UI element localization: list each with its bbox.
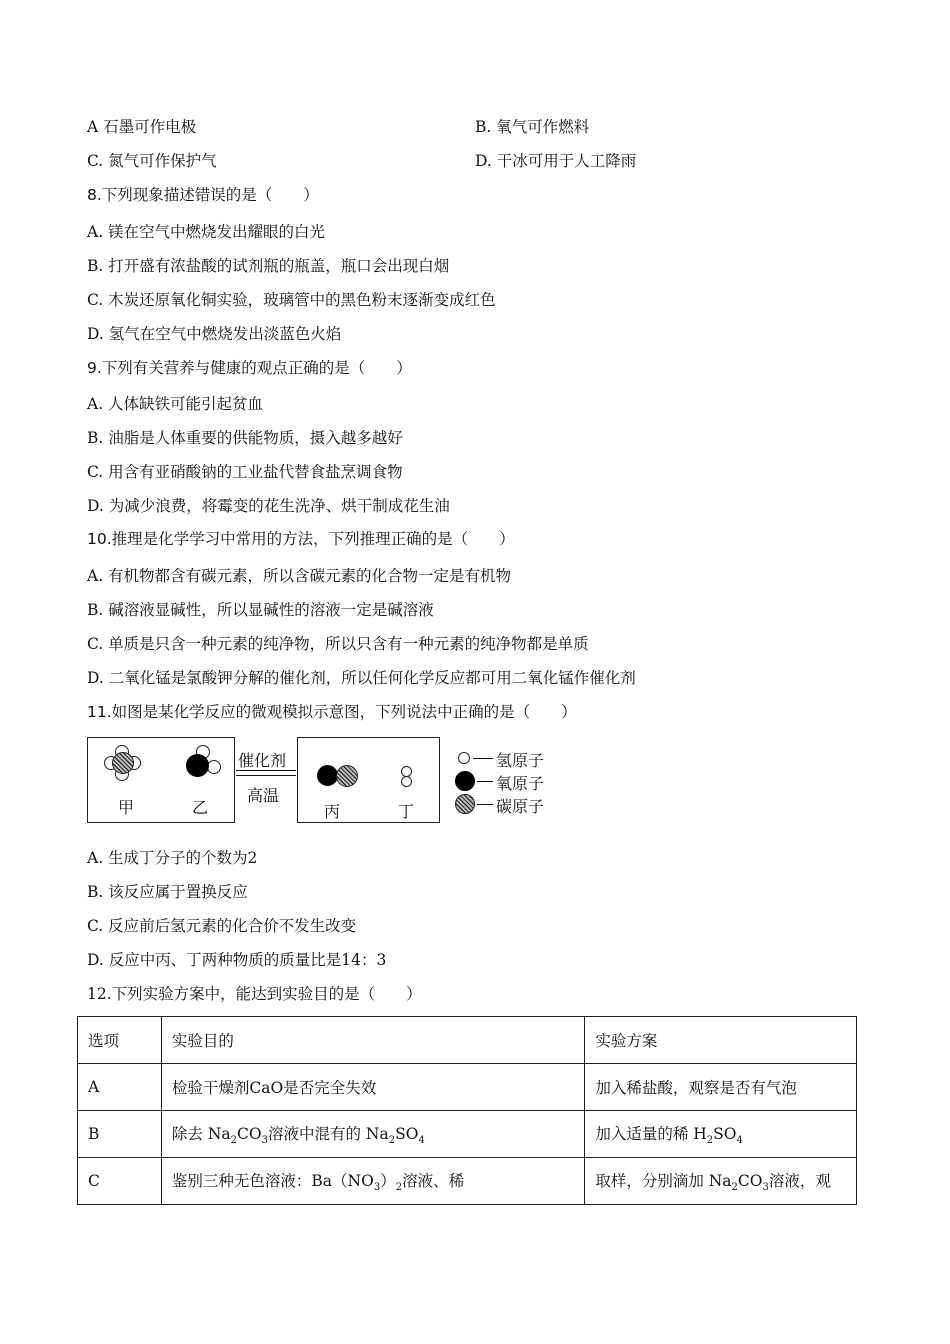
- legend-dash: [473, 758, 493, 759]
- carbon-legend-icon: [455, 794, 475, 814]
- hydrogen-atom: [207, 760, 221, 774]
- table-row: [78, 1158, 857, 1205]
- q9-option-a: A. 人体缺铁可能引起贫血: [87, 395, 264, 413]
- row-plan: 加入稀盐酸，观察是否有气泡: [585, 1064, 857, 1111]
- q10-option-b: B. 碱溶液显碱性，所以显碱性的溶液一定是碱溶液: [87, 601, 434, 619]
- q8-option-b: B. 打开盛有浓盐酸的试剂瓶的瓶盖，瓶口会出现白烟: [87, 257, 450, 275]
- row-option: C: [78, 1158, 162, 1205]
- table-header-row: [78, 1017, 857, 1064]
- q7-option-b: B. 氧气可作燃料: [475, 118, 590, 136]
- table-row: [78, 1111, 857, 1158]
- q7-option-c: C. 氮气可作保护气: [87, 152, 217, 170]
- equals-line-top: [236, 770, 296, 771]
- row-plan: 取样，分别滴加 $Na_2CO_3$溶液，观: [585, 1158, 857, 1205]
- legend-dash: [477, 804, 493, 805]
- q11-option-b: B. 该反应属于置换反应: [87, 883, 248, 901]
- q10-option-d: D. 二氧化锰是氯酸钾分解的催化剂，所以任何化学反应都可用二氧化锰作催化剂: [87, 669, 636, 687]
- oxygen-legend-icon: [455, 771, 475, 791]
- row-plan: 加入适量的稀 $H_2SO_4$: [585, 1111, 857, 1158]
- hydrogen-legend-icon: [458, 752, 470, 764]
- row-purpose: 检验干燥剂CaO是否完全失效: [161, 1064, 584, 1111]
- reactant-box: [87, 737, 235, 823]
- q8-option-c: C. 木炭还原氧化铜实验，玻璃管中的黑色粉末逐渐变成红色: [87, 291, 496, 309]
- q10-option-c: C. 单质是只含一种元素的纯净物，所以只含有一种元素的纯净物都是单质: [87, 635, 589, 653]
- high-temperature-label: 高温: [247, 786, 280, 805]
- q8-stem: 8.下列现象描述错误的是（ ）: [87, 186, 319, 204]
- catalyst-label: 催化剂: [238, 751, 287, 770]
- q10-option-a: A. 有机物都含有碳元素，所以含碳元素的化合物一定是有机物: [87, 567, 512, 585]
- q11-option-a: A. 生成丁分子的个数为2: [87, 849, 258, 867]
- label-jia: 甲: [118, 798, 135, 817]
- legend-oxygen: 氧原子: [496, 774, 545, 793]
- header-option: 选项: [78, 1017, 162, 1064]
- q9-stem: 9.下列有关营养与健康的观点正确的是（ ）: [87, 359, 412, 377]
- q9-option-d: D. 为减少浪费，将霉变的花生洗净、烘干制成花生油: [87, 497, 450, 515]
- row-purpose: 除去 $Na_2CO_3$溶液中混有的 $Na_2SO_4$: [161, 1111, 584, 1158]
- legend-carbon: 碳原子: [496, 797, 545, 816]
- experiment-table: [77, 1016, 857, 1205]
- product-box: [297, 737, 440, 823]
- q12-stem: 12.下列实验方案中，能达到实验目的是（ ）: [87, 985, 422, 1003]
- label-bing: 丙: [324, 802, 341, 821]
- oxygen-atom: [186, 754, 209, 777]
- legend-dash: [477, 781, 493, 782]
- equals-line-bottom: [236, 775, 296, 776]
- header-purpose: 实验目的: [161, 1017, 584, 1064]
- q10-stem: 10.推理是化学学习中常用的方法，下列推理正确的是（ ）: [87, 530, 515, 548]
- header-plan: 实验方案: [585, 1017, 857, 1064]
- q7-option-a: A 石墨可作电极: [87, 118, 197, 136]
- q7-option-d: D. 干冰可用于人工降雨: [475, 152, 637, 170]
- carbon-atom: [112, 752, 134, 774]
- q8-option-a: A. 镁在空气中燃烧发出耀眼的白光: [87, 223, 326, 241]
- row-purpose: 鉴别三种无色溶液：$Ba(NO_3)_2$溶液、稀: [161, 1158, 584, 1205]
- q8-option-d: D. 氢气在空气中燃烧发出淡蓝色火焰: [87, 325, 342, 343]
- q9-option-b: B. 油脂是人体重要的供能物质，摄入越多越好: [87, 429, 403, 447]
- label-ding: 丁: [398, 802, 415, 821]
- q9-option-c: C. 用含有亚硝酸钠的工业盐代替食盐烹调食物: [87, 463, 403, 481]
- row-option: A: [78, 1064, 162, 1111]
- oxygen-atom: [317, 765, 338, 786]
- carbon-atom: [336, 765, 358, 787]
- q11-stem: 11.如图是某化学反应的微观模拟示意图，下列说法中正确的是（ ）: [87, 703, 577, 721]
- q11-option-c: C. 反应前后氢元素的化合价不发生改变: [87, 917, 357, 935]
- label-yi: 乙: [192, 798, 209, 817]
- table-row: [78, 1064, 857, 1111]
- q11-option-d: D. 反应中丙、丁两种物质的质量比是14：3: [87, 951, 387, 969]
- hydrogen-atom: [401, 776, 412, 787]
- legend-hydrogen: 氢原子: [496, 751, 545, 770]
- row-option: B: [78, 1111, 162, 1158]
